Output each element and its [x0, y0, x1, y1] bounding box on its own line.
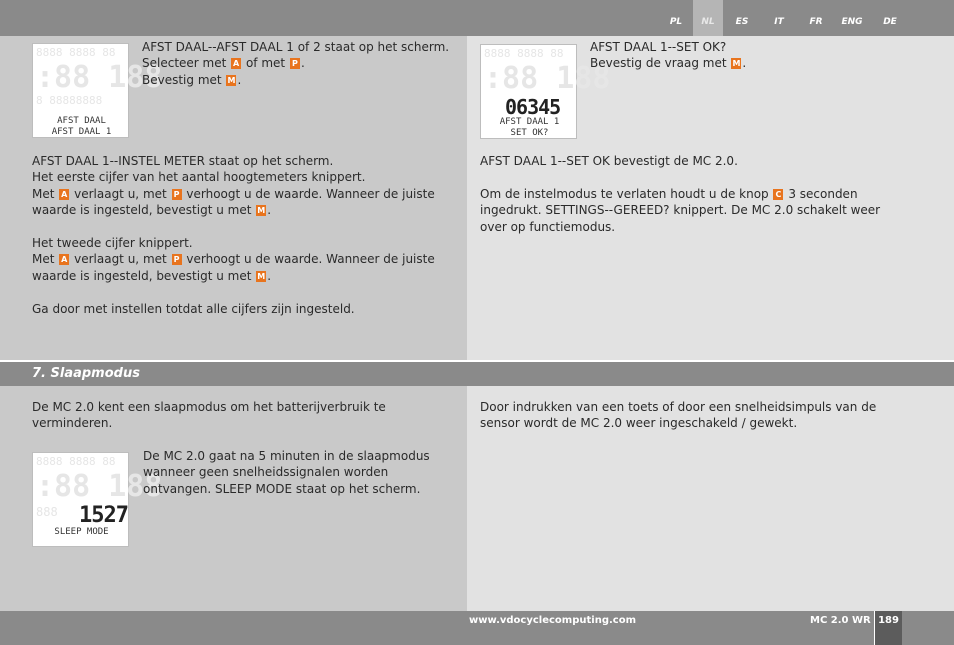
key-m-icon: M: [257, 271, 266, 281]
lcd-afst-daal: 8888 8888 88 :88 188 8 88888888 AFST DAAL AFST DAAL 1: [32, 43, 129, 138]
key-m-icon: M: [257, 205, 266, 215]
lcd-line-2: SET OK?: [510, 128, 549, 138]
lcd-set-ok: 8888 8888 88 :88 188 06345 AFST DAAL 1 SET OK?: [480, 44, 577, 139]
lcd-sleep-mode: 8888 8888 88 :88 188 888 1527 SLEEP MODE: [32, 452, 129, 547]
lcd-line-2: AFST DAAL 1: [51, 127, 112, 137]
key-m-icon: M: [227, 75, 236, 85]
lcd-number: 06345: [505, 95, 561, 119]
page-number: 189: [875, 611, 902, 645]
key-a-icon: A: [233, 59, 240, 69]
bottom-left-side-text: De MC 2.0 gaat na 5 minuten in de slaapmodus wanneer geen snelheidssignalen worden ontvangen. SLEEP MODE staat op het scherm.: [143, 449, 430, 496]
top-left-paragraph-3: Ga door met instellen totdat alle cijfers zijn ingesteld.: [32, 302, 355, 316]
top-right-paragraph-2: Om de instelmodus te verlaten houdt u de knop C 3 seconden ingedrukt. SETTINGS--GEREED? knippert. De MC 2.0 schakelt weer over op functiemodus.: [480, 187, 881, 234]
lcd-line-1: SLEEP MODE: [54, 527, 109, 537]
footer-model: MC 2.0 WR: [810, 615, 871, 626]
tab-pl[interactable]: PL: [669, 17, 683, 27]
key-p-icon: P: [172, 254, 182, 265]
footer-bar: [0, 611, 954, 645]
bottom-left-paragraph-1: De MC 2.0 kent een slaapmodus om het batterijverbruik te verminderen.: [32, 400, 386, 431]
section-title: 7. Slaapmodus: [32, 366, 140, 381]
key-c-icon: C: [773, 189, 783, 200]
lcd-number: 1527: [79, 503, 128, 528]
top-right-side-text: AFST DAAL 1--SET OK? Bevestig de vraag met M .: [590, 40, 747, 71]
section-header: [0, 362, 954, 386]
tab-it[interactable]: IT: [774, 17, 784, 27]
key-m-icon: M: [732, 59, 741, 69]
lcd-line-1: AFST DAAL 1: [499, 117, 560, 127]
lcd-line-1: AFST DAAL: [57, 116, 106, 126]
top-left-paragraph-1: AFST DAAL 1--INSTEL METER staat op het scherm. Het eerste cijfer van het aantal hoogtemeters knippert. Met A verlaagt u, met P verhoogt u de waarde. Wanneer de juiste waarde is ingesteld, bevestigt u met M .: [32, 154, 435, 217]
top-bar: [0, 0, 954, 36]
key-a-icon: A: [61, 189, 68, 199]
top-right-paragraph-1: AFST DAAL 1--SET OK bevestigt de MC 2.0.: [480, 154, 738, 168]
top-left-side-text: AFST DAAL--AFST DAAL 1 of 2 staat op het scherm. Selecteer met A of met P . Bevestig met M .: [142, 40, 450, 87]
tab-es[interactable]: ES: [735, 17, 749, 27]
bottom-right-paragraph-1: Door indrukken van een toets of door een snelheidsimpuls van de sensor wordt de MC 2.0 weer ingeschakeld / gewekt.: [480, 400, 877, 431]
tab-nl[interactable]: NL: [693, 0, 723, 36]
top-left-paragraph-2: Het tweede cijfer knippert. Met A verlaagt u, met P verhoogt u de waarde. Wanneer de juiste waarde is ingesteld, bevestigt u met M .: [32, 236, 435, 283]
tab-eng[interactable]: ENG: [841, 17, 863, 27]
footer-url[interactable]: www.vdocyclecomputing.com: [469, 615, 637, 626]
key-a-icon: A: [61, 255, 68, 265]
tab-fr[interactable]: FR: [809, 17, 823, 27]
key-p-icon: P: [172, 189, 182, 200]
key-p-icon: P: [290, 58, 300, 69]
tab-de[interactable]: DE: [883, 17, 897, 27]
